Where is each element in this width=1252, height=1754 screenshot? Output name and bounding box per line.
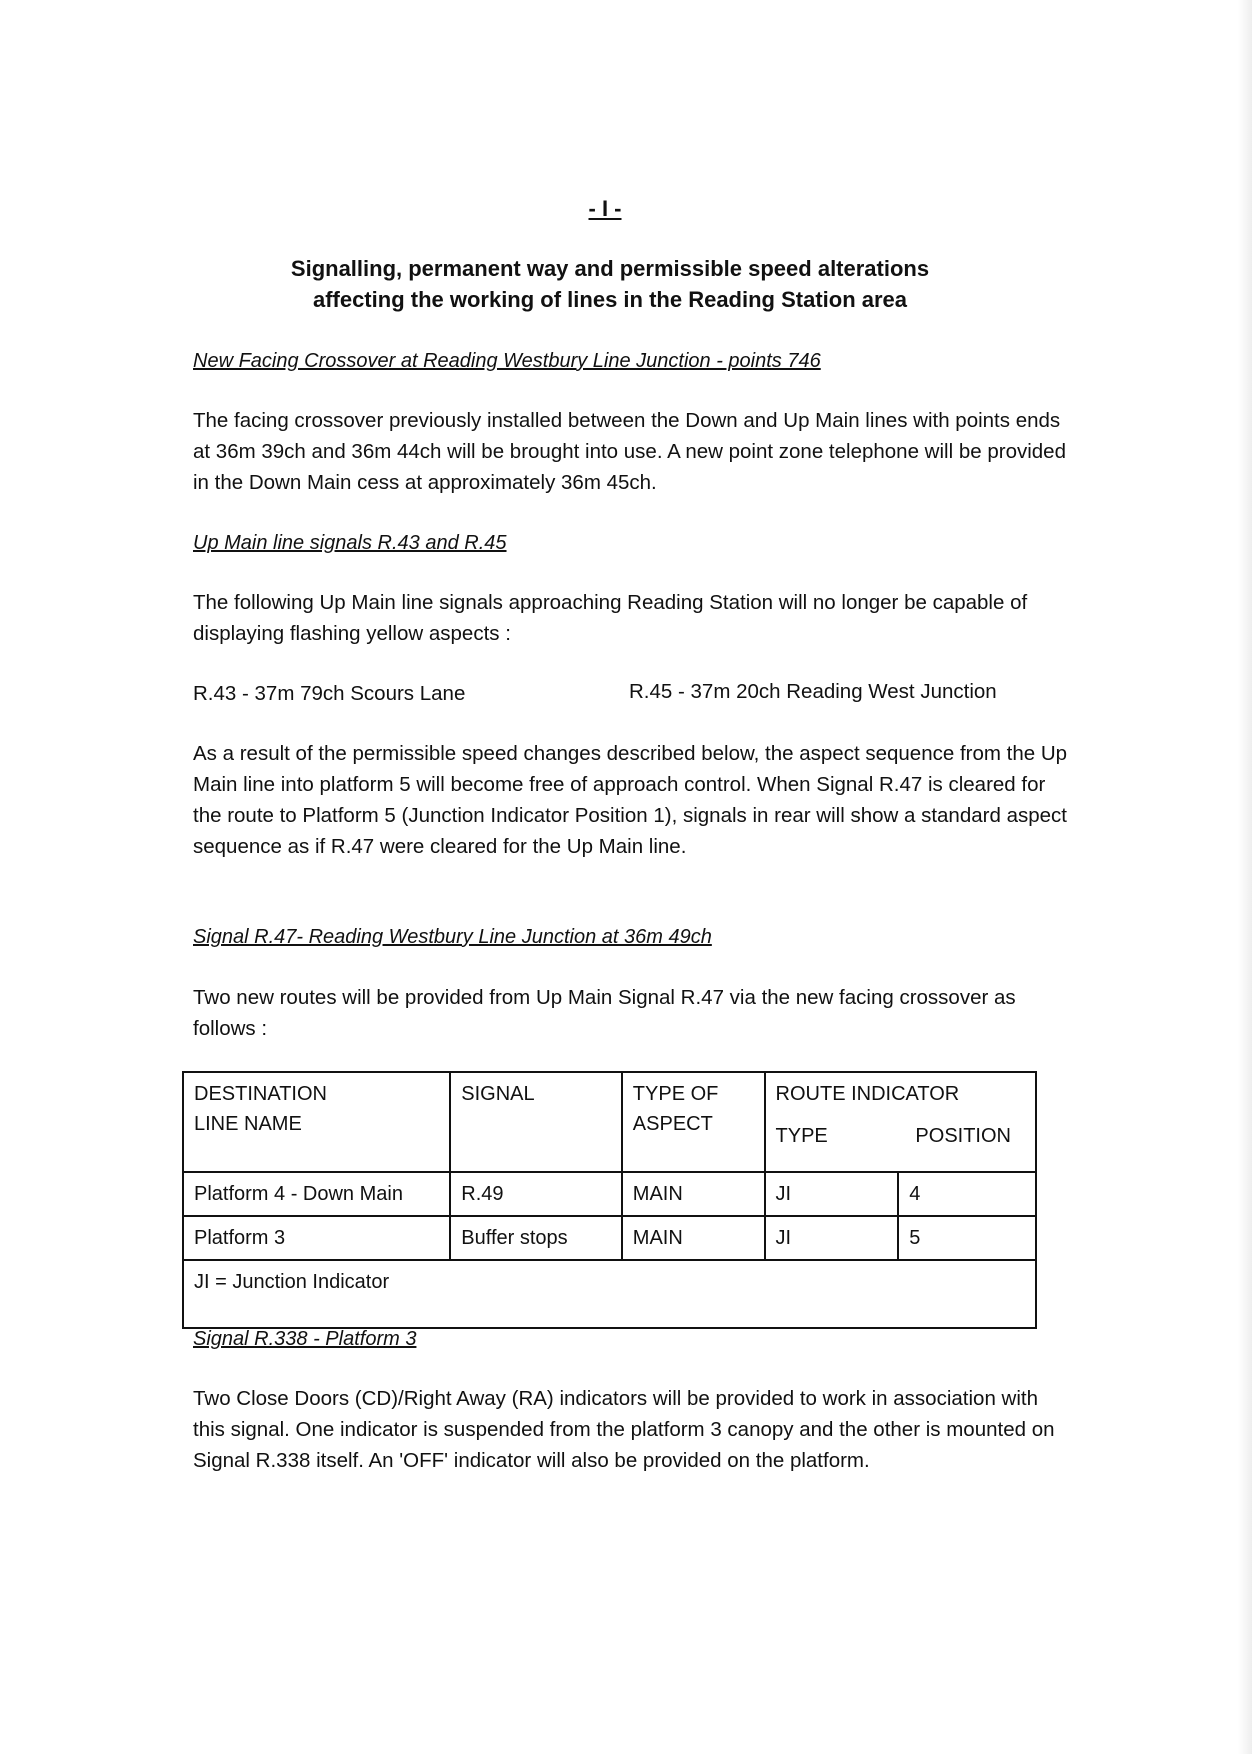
table-footnote-row — [183, 1260, 1036, 1328]
header-route-indicator: ROUTE INDICATOR TYPE POSITION — [765, 1072, 1036, 1172]
page-number: - I - — [588, 196, 622, 221]
routes-table — [182, 1071, 1037, 1329]
cell-aspect: MAIN — [622, 1216, 765, 1260]
table-header-row — [183, 1072, 1036, 1172]
signal-r43-entry: R.43 - 37m 79ch Scours Lane — [193, 682, 466, 705]
section-body-crossover: The facing crossover previously installed between the Down and Up Main lines with points ends at 36m 39ch and 36m 44ch will be brought into use. A new point zone telephone will be provided in the Down Main cess at approximately 36m 45ch. — [193, 409, 1066, 494]
signal-r45-entry: R.45 - 37m 20ch Reading West Junction — [629, 680, 997, 703]
section-body-signal-r47: Two new routes will be provided from Up Main Signal R.47 via the new facing crossover as follows : — [193, 986, 1016, 1040]
title-line-1: Signalling, permanent way and permissible speed alterations — [290, 256, 930, 281]
section-heading-signal-r47: Signal R.47- Reading Westbury Line Junction at 36m 49ch — [193, 926, 712, 948]
cell-destination: Platform 4 - Down Main — [183, 1172, 450, 1216]
cell-signal: R.49 — [450, 1172, 622, 1216]
header-position: POSITION — [915, 1125, 1011, 1147]
header-type: TYPE — [775, 1125, 828, 1147]
title-line-2: affecting the working of lines in the Reading Station area — [312, 287, 908, 312]
cell-signal: Buffer stops — [450, 1216, 622, 1260]
section-body-approach-control: As a result of the permissible speed changes described below, the aspect sequence from the Up Main line into platform 5 will become free of approach control. When Signal R.47 is cleared for the route to Platform 5 (Junction Indicator Position 1), signals in rear will show a standard aspect sequence as if R.47 were cleared for the Up Main line. — [193, 742, 1068, 858]
table-row — [183, 1172, 1036, 1216]
section-body-up-main-signals: The following Up Main line signals approaching Reading Station will no longer be capable of displaying flashing yellow aspects : — [193, 591, 1028, 645]
table-footnote: JI = Junction Indicator — [183, 1260, 1036, 1328]
cell-aspect: MAIN — [622, 1172, 765, 1216]
cell-type: JI — [765, 1172, 899, 1216]
cell-type: JI — [765, 1216, 899, 1260]
header-destination: DESTINATION LINE NAME — [183, 1072, 450, 1172]
section-body-signal-r338: Two Close Doors (CD)/Right Away (RA) indicators will be provided to work in association with this signal. One indicator is suspended from the platform 3 canopy and the other is mounted on Signal R.338 itself. An 'OFF' indicator will also be provided on the platform. — [193, 1387, 1055, 1472]
document-title — [180, 253, 1040, 315]
section-heading-up-main-signals: Up Main line signals R.43 and R.45 — [193, 532, 507, 554]
cell-position: 4 — [898, 1172, 1036, 1216]
section-heading-signal-r338: Signal R.338 - Platform 3 — [193, 1328, 417, 1350]
cell-position: 5 — [898, 1216, 1036, 1260]
header-signal: SIGNAL — [450, 1072, 622, 1172]
section-heading-crossover: New Facing Crossover at Reading Westbury Line Junction - points 746 — [193, 350, 821, 372]
scan-edge-shadow — [1238, 0, 1252, 1754]
table-row — [183, 1216, 1036, 1260]
header-aspect: TYPE OF ASPECT — [622, 1072, 765, 1172]
cell-destination: Platform 3 — [183, 1216, 450, 1260]
